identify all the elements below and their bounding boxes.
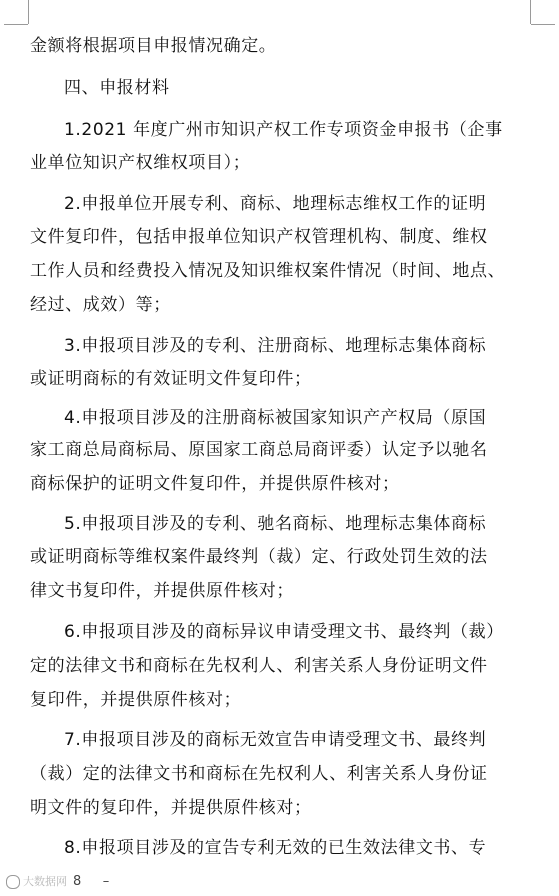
watermark-logo-icon	[6, 875, 20, 889]
text-line: 定的法律文书和商标在先权利人、利害关系人身份证明文件	[30, 656, 488, 676]
text-line: 7.申报项目涉及的商标无效宣告申请受理文书、最终判	[64, 730, 487, 750]
page-dash: –	[102, 874, 110, 889]
text-line: 或证明商标的有效证明文件复印件；	[30, 369, 312, 389]
text-line: 4.申报项目涉及的注册商标被国家知识产产权局（原国	[64, 408, 487, 428]
text-line: 明文件的复印件，并提供原件核对；	[30, 798, 312, 818]
text-line: 8.申报项目涉及的宣告专利无效的已生效法律文书、专	[64, 838, 487, 858]
watermark-text: 大数据网	[23, 875, 67, 888]
section-heading: 四、申报材料	[64, 78, 170, 98]
text-line: 金额将根据项目申报情况确定。	[30, 36, 277, 56]
page-number: 8	[73, 874, 82, 889]
text-line: 2.申报单位开展专利、商标、地理标志维权工作的证明	[64, 194, 487, 214]
text-line: 业单位知识产权维权项目）；	[30, 153, 251, 173]
text-line: 1.2021 年度广州市知识产权工作专项资金申报书（企事	[64, 120, 503, 140]
text-line: 或证明商标等维权案件最终判（裁）定、行政处罚生效的法	[30, 547, 488, 567]
text-line: 工作人员和经费投入情况及知识维权案件情况（时间、地点、	[30, 261, 506, 281]
text-line: 律文书复印件，并提供原件核对；	[30, 581, 294, 601]
text-line: 复印件，并提供原件核对；	[30, 690, 242, 710]
page-footer	[6, 873, 109, 889]
text-line: 经过、成效）等；	[30, 295, 171, 315]
text-line: 5.申报项目涉及的专利、驰名商标、地理标志集体商标	[64, 514, 487, 534]
text-line: （裁）定的法律文书和商标在先权利人、利害关系人身份证	[30, 764, 488, 784]
text-line: 文件复印件，包括申报单位知识产权管理机构、制度、维权	[30, 227, 488, 247]
text-line: 6.申报项目涉及的商标异议申请受理文书、最终判（裁）	[64, 622, 504, 642]
text-line: 商标保护的证明文件复印件，并提供原件核对；	[30, 474, 400, 494]
text-line: 家工商总局商标局、原国家工商总局商评委）认定予以驰名	[30, 440, 488, 460]
text-line: 3.申报项目涉及的专利、注册商标、地理标志集体商标	[64, 336, 487, 356]
